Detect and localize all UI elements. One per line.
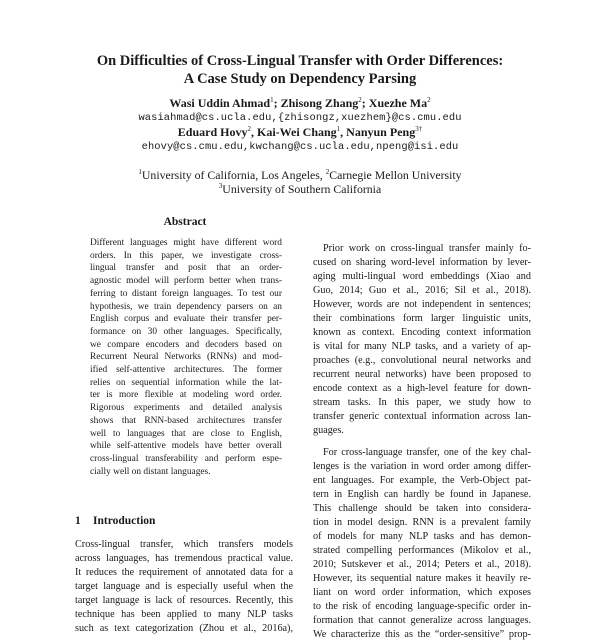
body-line: However, words are not independent in sentences; xyxy=(313,299,531,310)
body-line: encode context as a high-level feature for down- xyxy=(313,383,531,394)
author-affil-mark: 1 xyxy=(270,96,274,104)
email-row-2: ehovy@cs.cmu.edu,kwchang@cs.ucla.edu,npeng@isi.edu xyxy=(141,141,459,153)
body-line: such as text categorization (Zhou et al., 2016a), xyxy=(75,623,293,634)
body-line: guages. xyxy=(313,425,344,436)
title-line-1: On Difficulties of Cross-Lingual Transfer with Order Differences: xyxy=(96,53,504,69)
abstract-line: orders. In this paper, we investigate cross- xyxy=(90,250,282,261)
abstract-heading: Abstract xyxy=(163,216,207,228)
body-line: tern in English can hardly be found in Japanese. xyxy=(313,489,531,500)
abstract-line: agnostic model will perform better when trans- xyxy=(90,276,282,287)
author-affil-mark: 1 xyxy=(336,125,341,133)
title-line-2: A Case Study on Dependency Parsing xyxy=(183,71,417,87)
body-line: of models for many NLP tasks and has demon- xyxy=(313,531,531,542)
body-line: This challenge should be taken into considera- xyxy=(313,503,531,514)
affil-mark: 3 xyxy=(218,182,223,190)
author-name: Wasi Uddin Ahmad xyxy=(169,96,271,110)
abstract-line: cross-lingual transferability and perform espe- xyxy=(90,453,282,464)
body-line: However, its sequential nature makes it heavily re- xyxy=(313,573,531,584)
body-line: target language is lack of resources. Recently, this xyxy=(75,595,293,606)
paper-title xyxy=(40,52,560,88)
abstract-line: ified self-attentive architectures. The former xyxy=(90,365,282,376)
author-name: Nanyun Peng xyxy=(346,125,416,139)
author-name: Xuezhe Ma xyxy=(368,96,428,110)
body-line: Cross-lingual transfer, which transfers models xyxy=(75,539,293,550)
body-line: For cross-language transfer, one of the key chal- xyxy=(323,447,531,458)
email-row-1: wasiahmad@cs.ucla.edu,{zhisongz,xuezhem}@cs.cmu.edu xyxy=(138,112,462,124)
body-line: formation that cannot generalize across languages. xyxy=(313,615,531,626)
body-line: aging multi-lingual word embeddings (Xiao and xyxy=(313,271,531,282)
abstract-line: formance on 30 other languages. Specifically, xyxy=(90,326,282,337)
body-line: Prior work on cross-lingual transfer mainly fo- xyxy=(323,243,531,254)
body-line: is vital for many NLP tasks, and a variety of ap- xyxy=(313,341,531,352)
intro-left-column xyxy=(75,538,293,636)
section-heading-introduction xyxy=(75,515,295,527)
affiliation-cmu: Carnegie Mellon University xyxy=(329,168,462,182)
abstract-line: cially well on distant languages. xyxy=(90,466,211,477)
body-line: tion in model design. RNN is a prevalent family xyxy=(313,517,531,528)
abstract-line: ter is more flexible at modeling word order. xyxy=(90,390,282,401)
body-line: recurrent neural networks) have been proposed to xyxy=(313,369,531,380)
body-line: to the risk of encoding language-specific order in- xyxy=(313,601,531,612)
abstract-line: Recurrent Neural Networks (RNNs) and mod- xyxy=(90,352,282,363)
affil-mark: 1 xyxy=(138,168,142,176)
body-line: their combinations form larger linguistic units, xyxy=(313,313,531,324)
author-name: Zhisong Zhang xyxy=(280,96,359,110)
author-affil-mark: 2 xyxy=(427,96,431,104)
body-line: transfer generic contextual information across lan- xyxy=(313,411,531,422)
affiliation-ucla: University of California, Los Angeles, xyxy=(141,168,326,182)
abstract-line: English corpus and evaluate their transfer per- xyxy=(90,314,282,325)
affiliations-line-1 xyxy=(40,168,560,183)
author-row-1: Wasi Uddin Ahmad$^1$; Zhisong Zhang$^2$; Xuezhe Ma$^2$ xyxy=(169,96,431,110)
author-affil-mark: 2 xyxy=(358,96,362,104)
body-line: strated compelling performances (Mikolov et al., xyxy=(313,545,531,556)
abstract-line: Rigorous experiments and detailed analysis xyxy=(90,403,282,414)
abstract-line: shows that RNN-based architectures transfer xyxy=(90,415,282,426)
body-line: cused on sharing word-level information by lever- xyxy=(313,257,531,268)
abstract-line: while self-attentive models have better overall xyxy=(90,441,282,452)
intro-right-column xyxy=(313,242,531,642)
author-name: Eduard Hovy xyxy=(177,125,248,139)
abstract-line: relies on sequential information while the lat- xyxy=(90,377,282,388)
affiliations-line-2 xyxy=(40,182,560,197)
body-line: stream tasks. In this paper, we study how to xyxy=(313,397,531,408)
abstract-line: well to languages that are close to English, xyxy=(90,428,282,439)
abstract-line: we compare encoders and decoders based on xyxy=(90,339,282,350)
abstract-line: hypothesis, we train dependency parsers on an xyxy=(90,301,282,312)
abstract-line: ferring to distant foreign languages. To test our xyxy=(90,288,282,299)
body-line: It reduces the requirement of annotated data for a xyxy=(75,567,293,578)
body-line: target language and is especially useful when the xyxy=(75,581,293,592)
author-row-2: Eduard Hovy$^2$, Kai-Wei Chang$^1$, Nanyun Peng$^{3\dagger}$ xyxy=(177,125,423,139)
body-line: Guo, 2014; Guo et al., 2016; Sil et al., 2018). xyxy=(313,285,531,296)
author-name: Kai-Wei Chang xyxy=(256,125,337,139)
section-number: 1 xyxy=(75,515,81,527)
abstract-line: Different languages might have different word xyxy=(90,238,282,248)
body-line: across languages, has tremendous practical value. xyxy=(75,553,293,564)
body-line: proaches (e.g., convolutional neural networks and xyxy=(313,355,531,366)
body-line: liant on word order information, which exposes xyxy=(313,587,531,598)
body-line: ent languages. For example, the Verb-Object pat- xyxy=(313,475,531,486)
body-line: known as context. Encoding context information xyxy=(313,327,531,338)
abstract-body xyxy=(90,237,282,478)
body-line: lenges is the variation in word order among differ- xyxy=(313,461,531,472)
body-line: technique has been applied to many NLP tasks xyxy=(75,609,293,620)
author-affil-mark: 2 xyxy=(247,125,251,133)
affil-mark: 2 xyxy=(325,168,330,176)
author-affil-mark: 3† xyxy=(415,125,423,133)
section-title: Introduction xyxy=(93,515,156,527)
affiliation-usc: University of Southern California xyxy=(222,182,382,196)
paragraph-gap xyxy=(313,438,531,446)
body-line: We characterize this as the “order-sensitive” prop- xyxy=(313,629,531,640)
abstract-line: lingual transfer and posit that an order- xyxy=(90,263,282,274)
body-line: 2010; Sutskever et al., 2014; Peters et al., 2018). xyxy=(313,559,531,570)
